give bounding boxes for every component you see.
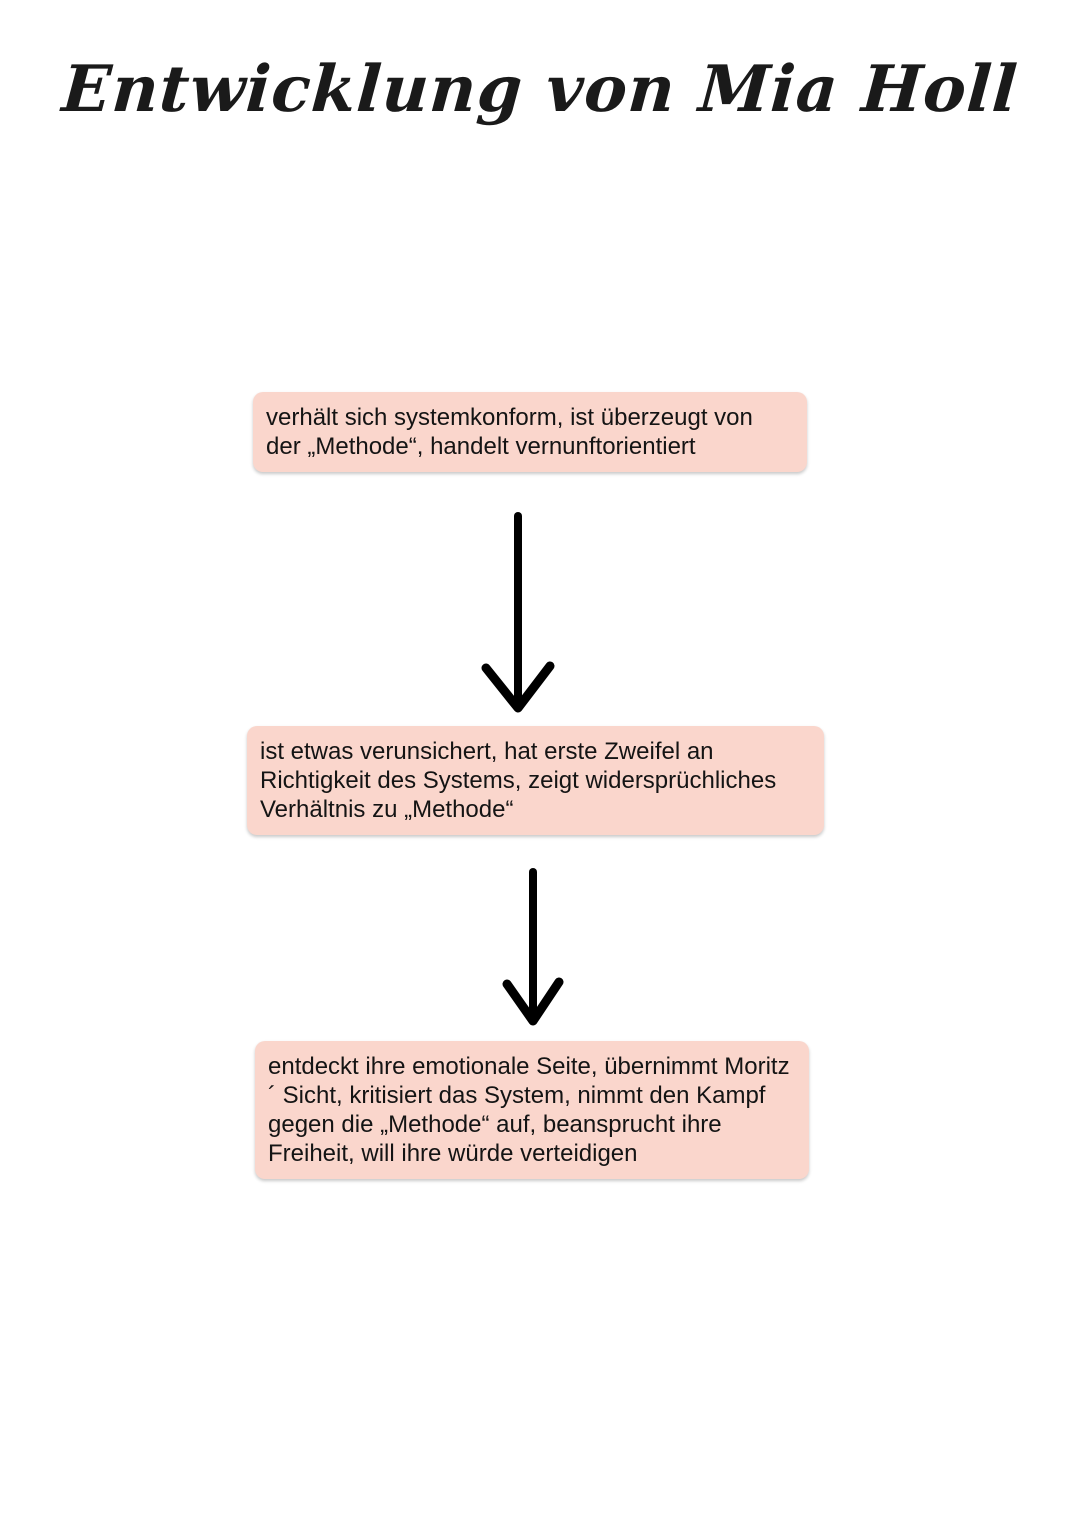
flow-step-3-box: entdeckt ihre emotionale Seite, übernimmt Moritz´ Sicht, kritisiert das System, nimmt den Kampf gegen die „Methode“ auf, beansprucht ihre Freiheit, will ihre würde verteidigen [255, 1041, 809, 1179]
arrow-down-icon [478, 510, 558, 716]
flow-step-2-box: ist etwas verunsichert, hat erste Zweifel an Richtigkeit des Systems, zeigt widersprüchliches Verhältnis zu „Methode“ [247, 726, 824, 835]
flow-step-1-box: verhält sich systemkonform, ist überzeugt von der „Methode“, handelt vernunftorientiert [253, 392, 807, 472]
page-title: Entwicklung von Mia Holl [59, 52, 1021, 127]
arrow-down-icon [494, 866, 572, 1028]
